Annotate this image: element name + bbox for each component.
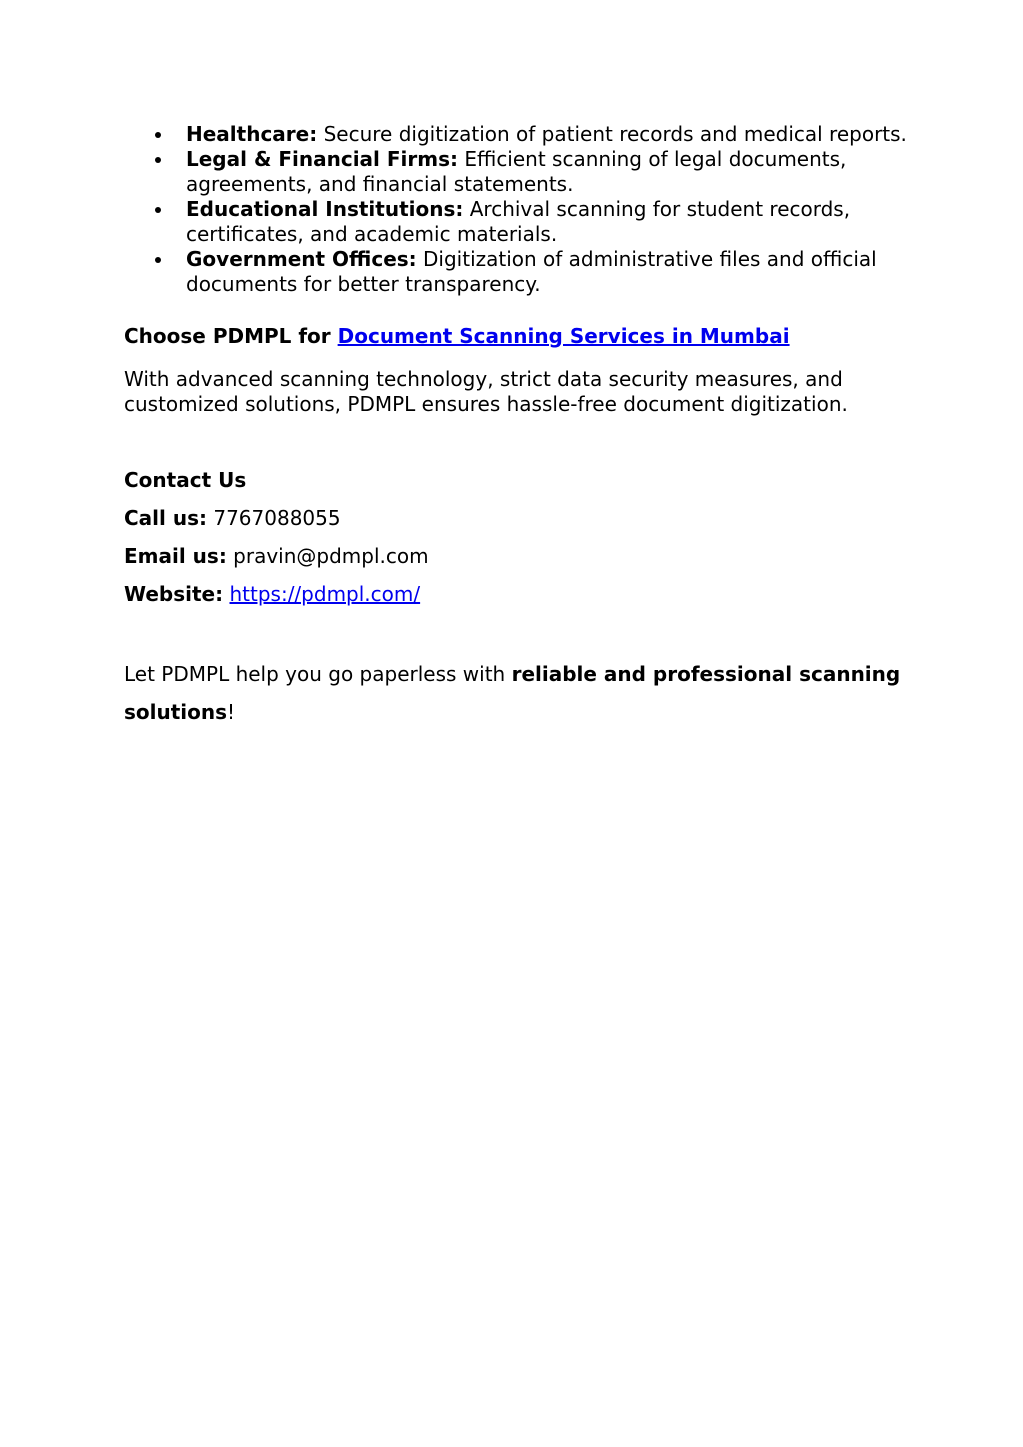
contact-website-row (124, 579, 924, 609)
bullet-icon (155, 157, 161, 163)
bullet-icon (155, 132, 161, 138)
bullet-label: Government Offices: (186, 247, 417, 271)
bullet-icon (155, 257, 161, 263)
bullet-icon (155, 207, 161, 213)
website-link[interactable]: https://pdmpl.com/ (229, 582, 421, 606)
bullet-label: Legal & Financial Firms: (186, 147, 458, 171)
website-label: Website: (124, 582, 224, 606)
contact-email-row (124, 541, 924, 571)
bullet-label: Educational Institutions: (186, 197, 464, 221)
closing-paragraph (124, 655, 924, 731)
closing-bold: reliable and professional scanning solutions (124, 662, 901, 724)
bullet-text: Digitization of administrative files and official documents for better transparency. (186, 247, 877, 296)
contact-title: Contact Us (124, 468, 247, 492)
sectors-list (124, 122, 924, 297)
list-item (124, 122, 924, 147)
list-item (124, 197, 924, 247)
bullet-label: Healthcare: (186, 122, 318, 146)
bullet-text: Secure digitization of patient records and medical reports. (317, 122, 907, 146)
call-label: Call us: (124, 506, 207, 530)
email-value: pravin@pdmpl.com (226, 544, 429, 568)
call-value: 7767088055 (207, 506, 341, 530)
bullet-text: Efficient scanning of legal documents, agreements, and financial statements. (186, 147, 847, 196)
list-item (124, 147, 924, 197)
closing-prefix: Let PDMPL help you go paperless with (124, 662, 512, 686)
document-page (124, 122, 924, 731)
document-scanning-link[interactable]: Document Scanning Services in Mumbai (337, 324, 790, 348)
choose-heading (124, 321, 924, 351)
email-label: Email us: (124, 544, 227, 568)
contact-call-row (124, 503, 924, 533)
closing-suffix: ! (227, 700, 236, 724)
list-item (124, 247, 924, 297)
intro-paragraph: With advanced scanning technology, strict data security measures, and customized solutions, PDMPL ensures hassle-free document digitization. (124, 367, 848, 416)
bullet-text: Archival scanning for student records, certificates, and academic materials. (186, 197, 851, 246)
choose-prefix: Choose PDMPL for (124, 324, 338, 348)
